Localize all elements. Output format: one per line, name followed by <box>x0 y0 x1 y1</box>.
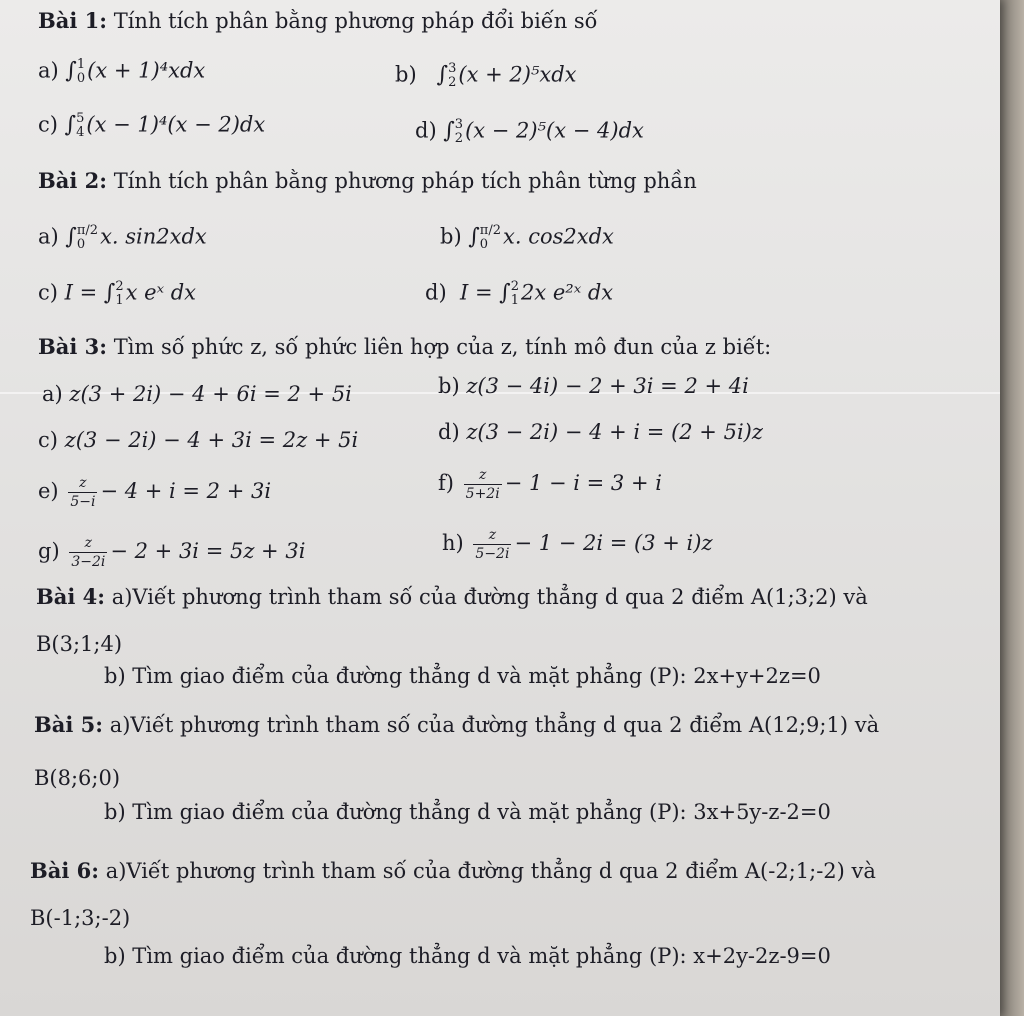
equation: z(3 − 4i) − 2 + 3i = 2 + 4i <box>466 374 749 398</box>
bai4-part-b: b) Tìm giao điểm của đường thẳng d và mặt phẳng (P): 2x+y+2z=0 <box>104 664 821 688</box>
denominator: 5+2i <box>465 486 500 502</box>
fraction <box>68 474 97 511</box>
item-label: f) <box>438 471 454 495</box>
bai3-item-e <box>38 474 271 511</box>
bai2-text: Tính tích phân bằng phương pháp tích phân từng phần <box>113 169 697 193</box>
fraction <box>464 466 502 503</box>
bai3-item-c <box>38 428 358 452</box>
background-edge <box>998 0 1024 1016</box>
bai4-a-continuation: B(3;1;4) <box>36 632 123 656</box>
upper-limit: 2 <box>115 279 124 294</box>
bai3-item-g <box>38 534 305 571</box>
bai6-a-continuation: B(-1;3;-2) <box>30 906 131 930</box>
bai4-title: Bài 4: <box>36 584 106 609</box>
lower-limit: 0 <box>479 237 489 252</box>
integrand: x. cos2xdx <box>503 224 614 249</box>
bai6-title: Bài 6: <box>30 858 100 883</box>
bai5-title: Bài 5: <box>34 712 104 737</box>
integrand: x. sin2xdx <box>100 224 207 249</box>
item-label: a) <box>38 58 59 83</box>
integrand: (x − 2)⁵(x − 4)dx <box>465 118 644 143</box>
upper-limit: 3 <box>454 117 464 132</box>
integrand: 2x e²ˣ dx <box>521 280 614 305</box>
bai3-text: Tìm số phức z, số phức liên hợp của z, tính mô đun của z biết: <box>113 335 772 359</box>
item-label: a) <box>38 224 59 249</box>
bai1-text: Tính tích phân bằng phương pháp đổi biến số <box>113 9 598 33</box>
upper-limit: π/2 <box>76 223 99 238</box>
item-label: b) <box>438 374 460 398</box>
bai1-item-a: a) ∫ 1 0 (x + 1)⁴xdx <box>38 57 206 86</box>
bai1-title: Bài 1: <box>38 8 108 33</box>
denominator: 5−2i <box>475 546 510 562</box>
bai5-a-continuation: B(8;6;0) <box>34 766 121 790</box>
item-label: d) <box>438 420 460 444</box>
bai6-part-b: b) Tìm giao điểm của đường thẳng d và mặt phẳng (P): x+2y-2z-9=0 <box>104 944 831 968</box>
equation: − 2 + 3i = 5z + 3i <box>110 539 306 563</box>
lower-limit: 4 <box>76 125 85 140</box>
integrand: (x − 1)⁴(x − 2)dx <box>86 112 266 137</box>
item-label: d) <box>415 118 437 143</box>
bai2-item-c: c) I = ∫ 2 1 x eˣ dx <box>38 279 197 308</box>
bai4-a-text: a)Viết phương trình tham số của đường thẳng d qua 2 điểm A(1;3;2) và <box>111 585 868 609</box>
bai2-item-a: a) ∫ π/2 0 x. sin2xdx <box>38 223 207 252</box>
equation: z(3 − 2i) − 4 + 3i = 2z + 5i <box>64 428 359 452</box>
bai3-item-a <box>42 382 352 406</box>
item-label: e) <box>38 479 59 503</box>
denominator: 5−i <box>70 494 96 510</box>
bai3-title: Bài 3: <box>38 334 108 359</box>
item-label: c) <box>38 280 58 305</box>
equation: z(3 + 2i) − 4 + 6i = 2 + 5i <box>69 382 352 406</box>
bai3-item-h <box>442 526 713 563</box>
item-label: c) <box>38 112 58 137</box>
bai4-part-a <box>36 584 868 609</box>
bai1-item-c: c) ∫ 5 4 (x − 1)⁴(x − 2)dx <box>38 111 266 140</box>
bai5-part-a <box>34 712 879 737</box>
item-label: a) <box>42 382 63 406</box>
bai2-title: Bài 2: <box>38 168 108 193</box>
fraction <box>473 526 511 563</box>
denominator: 3−2i <box>71 554 106 570</box>
bai2-item-b: b) ∫ π/2 0 x. cos2xdx <box>440 223 614 252</box>
item-label: d) <box>425 280 447 305</box>
upper-limit: 2 <box>510 279 519 294</box>
bai2-heading <box>38 168 697 193</box>
fraction <box>69 534 107 571</box>
integrand: x eˣ dx <box>125 280 197 305</box>
bai2-item-d: d) I = ∫ 2 1 2x e²ˣ dx <box>425 279 614 308</box>
lower-limit: 2 <box>454 131 464 146</box>
numerator: z <box>69 534 107 553</box>
upper-limit: 5 <box>76 111 85 126</box>
bai6-part-a <box>30 858 876 883</box>
lower-limit: 0 <box>76 237 86 252</box>
integrand: (x + 1)⁴xdx <box>87 58 206 83</box>
item-label: c) <box>38 428 58 452</box>
bai1-item-b: b) ∫ 3 2 (x + 2)⁵xdx <box>395 61 577 90</box>
bai3-item-f <box>438 466 662 503</box>
bai1-heading <box>38 8 598 33</box>
item-label: g) <box>38 539 60 563</box>
lower-limit: 1 <box>510 293 519 308</box>
item-label: b) <box>395 62 417 87</box>
item-label: h) <box>442 531 464 555</box>
numerator: z <box>68 474 97 493</box>
integral-name: I = <box>64 280 104 305</box>
bai1-item-d: d) ∫ 3 2 (x − 2)⁵(x − 4)dx <box>415 117 644 146</box>
bai5-part-b: b) Tìm giao điểm của đường thẳng d và mặt phẳng (P): 3x+5y-z-2=0 <box>104 800 831 824</box>
upper-limit: π/2 <box>479 223 501 238</box>
upper-limit: 3 <box>448 61 457 76</box>
bai3-item-d <box>438 420 763 444</box>
integral-name: I = <box>460 280 500 305</box>
bai3-heading <box>38 334 771 359</box>
lower-limit: 0 <box>76 71 86 86</box>
equation: − 4 + i = 2 + 3i <box>100 479 272 503</box>
equation: z(3 − 2i) − 4 + i = (2 + 5i)z <box>466 420 763 444</box>
lower-limit: 1 <box>115 293 124 308</box>
item-label: b) <box>440 224 462 249</box>
numerator: z <box>473 526 511 545</box>
numerator: z <box>464 466 502 485</box>
integrand: (x + 2)⁵xdx <box>458 62 577 87</box>
bai6-a-text: a)Viết phương trình tham số của đường thẳng d qua 2 điểm A(-2;1;-2) và <box>105 859 876 883</box>
bai3-item-b <box>438 374 749 398</box>
equation: − 1 − i = 3 + i <box>504 471 662 495</box>
bai5-a-text: a)Viết phương trình tham số của đường thẳng d qua 2 điểm A(12;9;1) và <box>109 713 880 737</box>
equation: − 1 − 2i = (3 + i)z <box>514 531 713 555</box>
lower-limit: 2 <box>448 75 457 90</box>
upper-limit: 1 <box>76 57 86 72</box>
